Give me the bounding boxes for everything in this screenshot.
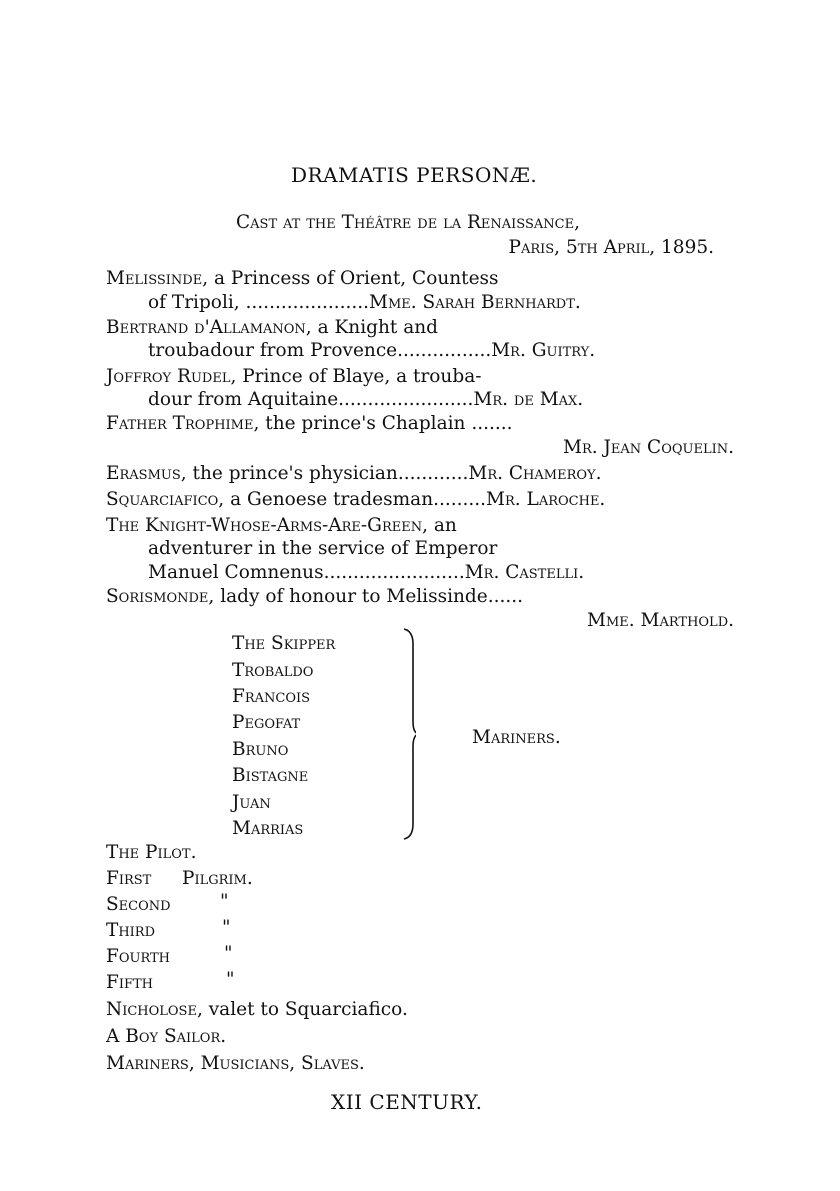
actor-name: Mr. Chameroy. — [468, 463, 602, 484]
role-description: of Tripoli, ..................... — [148, 292, 370, 313]
century-line: XII CENTURY. — [331, 1090, 483, 1114]
role-name: Squarciafico, — [106, 489, 225, 510]
role-description: an — [427, 515, 457, 536]
role-pilgrim-label: Pilgrim. — [182, 868, 253, 889]
role-description: Prince of Blaye, a trouba- — [236, 366, 482, 387]
ditto-mark: " — [224, 943, 233, 964]
mariner-name: The Skipper — [232, 633, 336, 654]
role-description: Manuel Comnenus........................ — [148, 562, 465, 583]
role-squarciafico — [106, 489, 605, 510]
role-name: Nicholose, — [106, 999, 203, 1020]
mariners-label: Mariners. — [472, 727, 561, 748]
actor-name: Mme. Marthold. — [587, 610, 734, 631]
mariner-name: Bistagne — [232, 765, 309, 786]
role-description: valet to Squarciafico. — [202, 999, 408, 1020]
role-melissinde-cont — [148, 292, 581, 313]
ditto-mark: " — [222, 917, 231, 938]
role-bertrand — [106, 317, 438, 338]
actor-name: Mr. Guitry. — [491, 340, 596, 361]
role-pilgrim-third: Third — [106, 920, 156, 941]
page-title: DRAMATIS PERSONÆ. — [291, 163, 538, 187]
role-description: the prince's physician............ — [186, 463, 469, 484]
role-sorismonde — [106, 586, 523, 607]
role-boy-sailor: A Boy Sailor. — [106, 1026, 227, 1047]
role-pilgrim-fourth: Fourth — [106, 946, 171, 967]
role-description: a Princess of Orient, Countess — [208, 268, 499, 289]
actor-name: Mr. Jean Coquelin. — [563, 437, 734, 458]
role-description: the prince's Chaplain ....... — [259, 413, 513, 434]
actor-name: Mr. de Max. — [473, 389, 584, 410]
role-name: Erasmus, — [106, 463, 187, 484]
ditto-mark: " — [220, 891, 229, 912]
mariner-name: Juan — [232, 792, 271, 813]
actor-name: Mme. Sarah Bernhardt. — [369, 292, 581, 313]
role-trophime — [106, 413, 513, 434]
cast-heading-line1: Cast at the Théâtre de la Renaissance, — [236, 212, 580, 233]
role-description: a Knight and — [311, 317, 438, 338]
role-first-label: First — [106, 868, 152, 889]
role-description: lady of honour to Melissinde...... — [214, 586, 523, 607]
actor-name: Mr. Castelli. — [464, 562, 585, 583]
mariners-brace — [402, 628, 416, 840]
mariner-name: Francois — [232, 686, 311, 707]
role-description: a Genoese tradesman......... — [224, 489, 487, 510]
role-name: Melissinde, — [106, 268, 209, 289]
role-knight — [106, 515, 457, 536]
role-knight-cont: adventurer in the service of Emperor — [148, 538, 498, 559]
role-joffroy — [106, 366, 481, 387]
ditto-mark: " — [226, 969, 235, 990]
cast-heading-line2: Paris, 5th April, 1895. — [508, 237, 714, 258]
role-description: dour from Aquitaine....................... — [148, 389, 474, 410]
mariner-name: Trobaldo — [232, 660, 314, 681]
role-pilgrim-fifth: Fifth — [106, 972, 153, 993]
role-description: troubadour from Provence................ — [148, 340, 492, 361]
role-nicholose — [106, 999, 408, 1020]
role-name: Joffroy Rudel, — [106, 366, 237, 387]
role-ensemble: Mariners, Musicians, Slaves. — [106, 1053, 365, 1074]
mariner-name: Bruno — [232, 739, 289, 760]
role-erasmus — [106, 463, 602, 484]
role-knight-cont2 — [148, 562, 584, 583]
role-name: Bertrand d'Allamanon, — [106, 317, 312, 338]
role-pilot: The Pilot. — [106, 842, 197, 863]
role-joffroy-cont — [148, 389, 583, 410]
role-name: The Knight-Whose-Arms-Are-Green, — [106, 515, 428, 536]
role-name: Sorismonde, — [106, 586, 215, 607]
role-pilgrim-second: Second — [106, 894, 171, 915]
role-name: Father Trophime, — [106, 413, 260, 434]
mariner-name: Marrias — [232, 818, 304, 839]
role-melissinde — [106, 268, 499, 289]
role-bertrand-cont — [148, 340, 595, 361]
actor-name: Mr. Laroche. — [486, 489, 606, 510]
mariner-name: Pegofat — [232, 712, 301, 733]
